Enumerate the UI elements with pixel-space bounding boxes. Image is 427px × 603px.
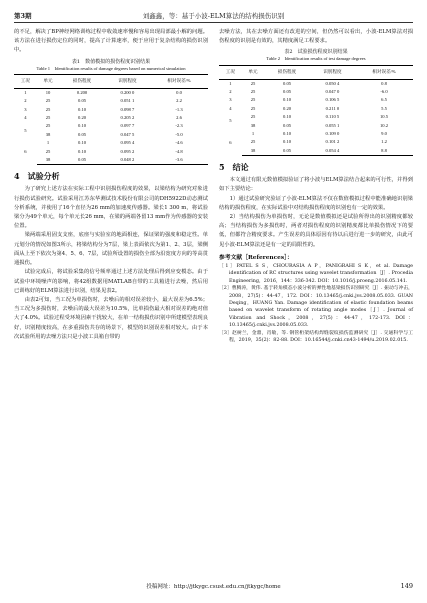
table-1-grid xyxy=(14,74,208,166)
table-cell: 0.10 xyxy=(283,139,292,145)
table-2-grid xyxy=(219,65,413,157)
table-cell: 0.05 xyxy=(283,122,292,128)
section-4-title: 4 试验分析 xyxy=(14,171,60,182)
table-cell: 0.054 4 xyxy=(310,147,355,156)
table-cell: 0.097 7 xyxy=(120,123,135,129)
references-title: 参考文献［References］： xyxy=(219,254,293,261)
table-row xyxy=(14,139,208,147)
table-row xyxy=(219,88,413,96)
table-cell: 0.205 2 xyxy=(120,115,135,121)
header-rule xyxy=(14,22,413,23)
table-cell: 0.098 7 xyxy=(120,106,135,112)
table-cell: 0.10 xyxy=(78,106,87,112)
table-row xyxy=(219,147,413,156)
column-header: 损伤程度 xyxy=(59,74,104,88)
column-header: 单元 xyxy=(37,74,60,88)
table-1-caption-cn: 表1 数值模拟的损伤程度识别结果 xyxy=(71,58,151,65)
left-column xyxy=(14,28,208,342)
table-cell: 0.05 xyxy=(283,89,292,95)
table-cell: 0.050 4 xyxy=(325,80,340,86)
table-cell: 2.6 xyxy=(176,115,182,121)
table-cell: -6.0 xyxy=(380,89,388,95)
table-2 xyxy=(219,49,413,156)
table-cell: 0.095 2 xyxy=(120,148,135,154)
table-cell: 6.5 xyxy=(381,97,387,103)
table-row xyxy=(14,156,208,165)
table-row xyxy=(14,114,208,122)
table-cell: 25 xyxy=(250,114,256,120)
reference-item: ［1］PATEL S S，CHOURASIA A P，PANIGRAHI S K，et al. Damage identification of RC structures using wavelet transformation［J］. Procedia Engineering，2016，144：336-342. DOI：10.1016/j.proeng.2016.05.141. xyxy=(219,263,413,284)
table-cell: 4 xyxy=(229,105,232,111)
table-cell: 1 xyxy=(229,80,232,86)
table-row xyxy=(219,105,413,113)
table-cell: 25 xyxy=(45,148,51,154)
table-cell: 0.101 2 xyxy=(325,139,340,145)
table-cell: 25 xyxy=(45,98,51,104)
table-cell: 25 xyxy=(45,115,51,121)
section-5-title: 5 结论 xyxy=(219,162,249,173)
table-1 xyxy=(14,59,208,166)
table-cell: 10 xyxy=(45,89,51,95)
table-cell: 0.109 0 xyxy=(325,131,340,137)
table-cell: 0.095 4 xyxy=(120,140,135,146)
table-cell: 3 xyxy=(229,97,232,103)
table-cell: 25 xyxy=(250,97,256,103)
paragraph: 梁两端采用固支支座，底座与实验室的地面相连，保证梁的强度和稳定性。单元划分的情况如图3所示，将梁结构分为7层，梁上表面依次为第1、2、3层，梁侧面从上至下依次为第4、5、6、7层，试验所设置的损伤全部为沿宽度方向的等高贯通损伤。 xyxy=(14,232,208,267)
table-cell: 0.047 5 xyxy=(120,131,135,137)
column-header: 识别程度 xyxy=(105,74,150,88)
paragraph: 试验完成后，将试验采集的信号频率通过上述方法处理后得到应变模态。由于试验中环境噪声的影响，将42组数据用MATLAB自带的工具箱进行去噪，然后用已训练好的ELM算法进行识别，结果见表2。 xyxy=(14,269,208,294)
table-cell: 38 xyxy=(242,147,265,156)
table-cell: 2 xyxy=(229,89,232,95)
table-2-caption-cn: 表2 试验损伤程度识别结果 xyxy=(284,49,348,56)
table-cell: 6 xyxy=(229,139,232,145)
paragraph: 2）当结构损伤为单损伤时，无论是数值模拟还是试验所得出的识别精度都较高；当结构损伤为多损伤时，两者对损伤程度的识别精度都比单损伤情况下的要低，但都符合精度要求。产生误差的具体原因有待以后进行进一步的研究，由此可见小波-ELM算法还是有一定的局限性的。 xyxy=(219,214,413,248)
table-cell: 0.20 xyxy=(283,105,292,111)
table-cell: -1.3 xyxy=(175,106,183,112)
table-cell: 4 xyxy=(24,115,27,121)
table-row xyxy=(14,122,208,130)
page-number: 149 xyxy=(400,582,413,590)
table-2-caption-en: Table 2 Identification results of test damage degrees xyxy=(266,56,366,62)
table-cell: 6 xyxy=(24,148,27,154)
table-cell: 8.8 xyxy=(355,147,413,156)
table-cell: 5 xyxy=(229,118,232,124)
running-header xyxy=(14,8,413,22)
table-cell: 5 xyxy=(24,127,27,133)
table-cell: -4.8 xyxy=(175,148,183,154)
table-cell: 0.211 0 xyxy=(325,105,340,111)
table-cell: 25 xyxy=(250,89,256,95)
table-row xyxy=(14,88,208,97)
table-cell: 0.110 5 xyxy=(325,114,340,120)
table-cell: 0.05 xyxy=(59,156,104,165)
table-cell: 0.047 0 xyxy=(325,89,340,95)
table-cell: 25 xyxy=(45,106,51,112)
table-cell: 38 xyxy=(45,131,51,137)
table-cell: -5.0 xyxy=(175,131,183,137)
page-footer xyxy=(0,582,427,592)
column-header: 单元 xyxy=(242,65,265,79)
table-cell: 0.10 xyxy=(283,97,292,103)
table-cell: -2.3 xyxy=(175,123,183,129)
table-cell: 10.5 xyxy=(380,114,389,120)
table-cell: 0.106 5 xyxy=(325,97,340,103)
paragraph: 去噪方法，其在去噪方面还有改进的空间，但仍然可以看出，小波-ELM算法对损伤程度的识别是有效的，其精度满足工程要求。 xyxy=(219,29,413,45)
table-cell: 0.05 xyxy=(78,131,87,137)
table-cell: 0.8 xyxy=(381,80,387,86)
table-cell: 1.2 xyxy=(381,139,387,145)
table-cell: 0.10 xyxy=(78,148,87,154)
table-cell: 0.05 xyxy=(283,80,292,86)
paragraph: 的不足，解决了BP神经网络训练过程中收敛速率慢和容易出现局部最小解的问题。该方法在进行损伤定位的同时，提高了计算速率，便于应用于复杂结构的损伤识别中。 xyxy=(14,29,208,54)
column-header: 损伤程度 xyxy=(264,65,309,79)
reference-item: ［3］赵树兰，金鼎，肖敏，等. 钢管桁架结构焊缝裂纹损伤监测研究［J］. 交通科学与工程，2019，35(2)：82-88. DOI：10.16544/j.cnki.cn43-1494/u.2019.02.015. xyxy=(219,330,413,343)
table-cell: 10.2 xyxy=(380,122,389,128)
paragraph: 1）通过试验研究验证了小波-ELM算法不仅在数值模拟过程中能准确地识别梁结构的损伤程度，在实际试验中对结构损伤程度的识别也有一定的效果。 xyxy=(219,195,413,211)
column-header: 工况 xyxy=(14,74,37,88)
table-cell: 0.051 1 xyxy=(120,98,135,104)
table-cell: 0.05 xyxy=(78,98,87,104)
running-title: 刘鑫鑫，等：基于小波-ELM算法的结构损伤识别 xyxy=(142,12,285,20)
table-cell: 2 xyxy=(24,98,27,104)
table-row xyxy=(219,138,413,146)
table-cell: 0.055 1 xyxy=(325,122,340,128)
table-cell: 0.10 xyxy=(283,114,292,120)
table-cell: 1 xyxy=(251,131,255,137)
table-cell: 0.0 xyxy=(176,89,182,95)
table-row xyxy=(14,131,208,139)
table-cell: -4.6 xyxy=(175,140,183,146)
table-cell: 25 xyxy=(45,123,51,129)
table-cell: 38 xyxy=(250,122,256,128)
table-cell: 0.200 xyxy=(76,89,88,95)
table-cell: 1 xyxy=(24,89,27,95)
table-cell: 0.200 0 xyxy=(120,89,135,95)
table-cell: 0.05 xyxy=(264,147,309,156)
table-cell: 3 xyxy=(24,106,27,112)
column-header: 相对误差/% xyxy=(150,74,208,88)
table-cell: 25 xyxy=(250,139,256,145)
table-row xyxy=(219,113,413,121)
table-cell: 5.5 xyxy=(381,105,387,111)
table-cell: 0.10 xyxy=(78,123,87,129)
reference-item: ［2］曹腾涛，黄伟. 基于转角模态小波分析的弹性地基梁损伤识别研究［J］. 振动与冲击，2008，27(5)：44-47，172. DOI：10.13465/j.cnki.jvs.2008.05.033. GUAN Deqing，HUANG Yan. Damage identification of elastic foundation beams based on wavelet transform of rotating angle modes［J］. Journal of Vibration and Shock，2008，27(5)：44-47，172-173. DOI：10.13465/j.cnki.jvs.2008.05.033. xyxy=(219,286,413,329)
column-header: 识别程度 xyxy=(310,65,355,79)
table-row xyxy=(219,96,413,104)
right-column xyxy=(219,28,413,344)
table-cell: 9.0 xyxy=(381,131,387,137)
table-row xyxy=(219,122,413,130)
table-cell: 1 xyxy=(46,140,50,146)
table-row xyxy=(219,79,413,88)
paragraph: 为了研究上述方法在实际工程中识别损伤程度的效果，以梁结构为研究对象进行损伤试验研究。试验采用江苏东华测试技术股份有限公司的DH5922D动态测试分析系统，并使用了16个直径为26 mm的加速度传感器。梁长1 300 m，将试验梁分为49个单元，每个单元长26 mm，在梁的两端各留13 mm作为传感器的安装位置。 xyxy=(14,186,208,230)
table-row xyxy=(14,148,208,156)
table-cell: 38 xyxy=(37,156,60,165)
issue-label: 第3期 xyxy=(14,12,32,20)
table-cell: 0.048 2 xyxy=(105,156,150,165)
journal-url: 投稿网址：http://jtkygc.csust.edu.cn/jtkygc/home xyxy=(146,584,281,590)
table-row xyxy=(219,130,413,138)
table-cell: 0.10 xyxy=(283,131,292,137)
paragraph: 由表2可知，当工况为单损伤时，去噪后的相对误差较小，最大误差为6.5%；当工况为多损伤时，去噪后的最大误差为10.5%，比单损伤最大相对误差的绝对值大了4.0%。试验过程受环境因素干扰较大，在单一结构损伤识别中所建模型表现良好，识别精度较高，在多重损伤共存的场景下，模型的识别误差相对较大。由于本次试验所用的去噪方法只是小波工具箱自带的 xyxy=(14,296,208,340)
table-cell: 2.2 xyxy=(176,98,182,104)
paragraph: 本文通过有限元数值模拟验证了将小波与ELM算法结合起来的可行性，并得到如下主要结论： xyxy=(219,177,413,193)
table-1-caption-en: Table 1 Identification results of damage degrees based on numerical simulation xyxy=(36,65,186,71)
column-header: 相对误差/% xyxy=(355,65,413,79)
table-cell: 0.20 xyxy=(78,115,87,121)
table-row xyxy=(14,97,208,105)
column-header: 工况 xyxy=(219,65,242,79)
table-cell: -3.6 xyxy=(150,156,208,165)
table-cell: 0.10 xyxy=(78,140,87,146)
table-cell: 25 xyxy=(250,105,256,111)
table-row xyxy=(14,106,208,114)
table-cell: 25 xyxy=(250,80,256,86)
